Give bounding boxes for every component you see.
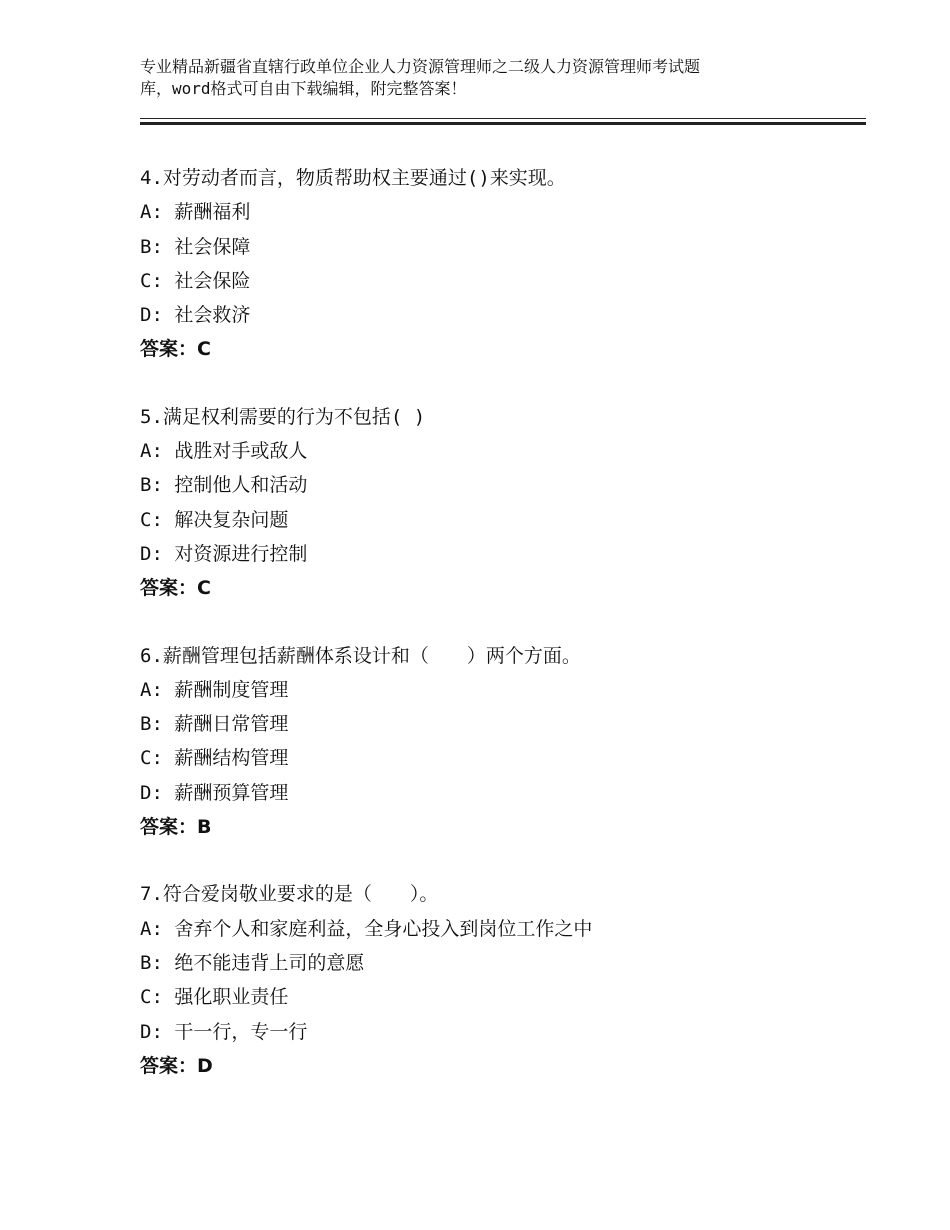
answer-label: 答案：C — [140, 338, 211, 361]
answer-label: 答案：B — [140, 816, 212, 839]
option-d: D: 薪酬预算管理 — [140, 781, 289, 804]
question-stem: 5.满足权利需要的行为不包括( ) — [140, 405, 426, 428]
option-b: B: 薪酬日常管理 — [140, 713, 289, 736]
option-c: C: 强化职业责任 — [140, 986, 289, 1009]
answer-label: 答案：C — [140, 577, 211, 600]
header-divider-thick — [140, 122, 866, 125]
option-b: B: 社会保障 — [140, 235, 251, 258]
option-c: C: 薪酬结构管理 — [140, 747, 289, 770]
header-title-line-2: 库，word格式可自由下载编辑，附完整答案！ — [140, 79, 467, 98]
document-header — [140, 56, 840, 100]
question-4 — [140, 161, 860, 367]
question-5 — [140, 400, 860, 606]
question-stem: 6.薪酬管理包括薪酬体系设计和（ ）两个方面。 — [140, 644, 581, 667]
answer-label: 答案：D — [140, 1054, 213, 1077]
option-c: C: 社会保险 — [140, 269, 251, 292]
question-stem: 7.符合爱岗敬业要求的是（ ）。 — [140, 883, 439, 906]
question-7 — [140, 877, 860, 1083]
option-b: B: 绝不能违背上司的意愿 — [140, 951, 365, 974]
option-d: D: 社会救济 — [140, 304, 251, 327]
header-title-line-1: 专业精品新疆省直辖行政单位企业人力资源管理师之二级人力资源管理师考试题 — [140, 57, 701, 76]
option-a: A: 舍弃个人和家庭利益，全身心投入到岗位工作之中 — [140, 917, 593, 940]
header-divider-thin — [140, 118, 866, 119]
question-6 — [140, 639, 860, 845]
option-a: A: 薪酬福利 — [140, 201, 251, 224]
option-a: A: 战胜对手或敌人 — [140, 440, 308, 463]
option-d: D: 干一行，专一行 — [140, 1020, 308, 1043]
option-d: D: 对资源进行控制 — [140, 542, 308, 565]
question-stem: 4.对劳动者而言，物质帮助权主要通过()来实现。 — [140, 167, 566, 189]
option-a: A: 薪酬制度管理 — [140, 678, 289, 701]
question-list — [140, 161, 860, 1083]
option-b: B: 控制他人和活动 — [140, 474, 308, 497]
option-c: C: 解决复杂问题 — [140, 508, 289, 531]
